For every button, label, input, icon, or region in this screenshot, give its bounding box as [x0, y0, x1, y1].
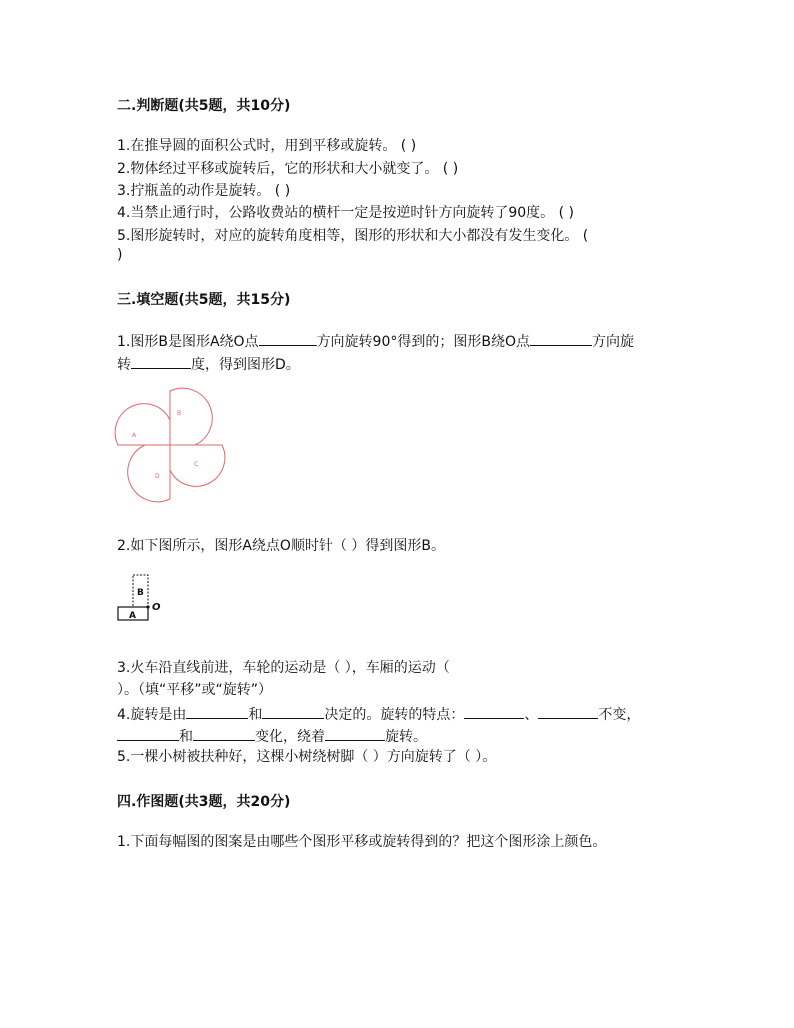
fill-q4-text-4: 、: [524, 707, 539, 723]
fill-question-4-cont: [117, 726, 427, 746]
judgement-question-5-cont: ): [117, 247, 123, 263]
answer-blank[interactable]: [530, 331, 592, 346]
fig1-label-a: A: [132, 432, 137, 439]
rotation-figure: [116, 572, 166, 624]
answer-blank[interactable]: [117, 726, 179, 741]
fill-question-3: 3.火车沿直线前进，车轮的运动是（ ），车厢的运动（: [117, 660, 450, 676]
judgement-question-2: 2.物体经过平移或旋转后，它的形状和大小就变了。 ( ): [117, 161, 459, 177]
fill-q4-text-2: 和: [248, 707, 263, 723]
judgement-question-4: 4.当禁止通行时，公路收费站的横杆一定是按逆时针方向旋转了90度。 ( ): [117, 205, 574, 221]
fig1-label-c: C: [194, 461, 199, 468]
fill-question-5: 5.一棵小树被扶种好，这棵小树绕树脚（ ）方向旋转了（ ）。: [117, 749, 497, 765]
fig2-label-o: O: [152, 602, 161, 613]
pinwheel-figure: [110, 385, 230, 510]
fill-question-1: [117, 331, 634, 351]
fill-question-2: 2.如下图所示，图形A绕点O顺时针（ ）得到图形B。: [117, 538, 446, 554]
answer-blank[interactable]: [186, 704, 248, 719]
fill-question-1-cont: [117, 354, 300, 374]
fill-question-4: [117, 704, 640, 724]
fill-q4-text-8: 旋转。: [385, 729, 427, 745]
answer-blank[interactable]: [193, 726, 255, 741]
answer-blank[interactable]: [464, 704, 524, 719]
section-heading-drawing: 四.作图题(共3题，共20分): [117, 794, 291, 810]
fill-q4-text-7: 变化，绕着: [255, 729, 325, 745]
section-heading-judgement: 二.判断题(共5题，共10分): [117, 98, 291, 114]
fill-question-3-cont: ）。（填“平移”或“旋转”）: [117, 682, 273, 698]
section-heading-fill-in: 三.填空题(共5题，共15分): [117, 292, 291, 308]
fig2-label-b: B: [137, 588, 144, 598]
fill-q4-text-5: 不变，: [598, 707, 641, 723]
answer-blank[interactable]: [325, 726, 385, 741]
fill-q1-text-2: 方向旋转90°得到的；图形B绕O点: [316, 334, 531, 350]
fig2-label-a: A: [129, 611, 136, 621]
judgement-question-5: 5.图形旋转时，对应的旋转角度相等，图形的形状和大小都没有发生变化。 (: [117, 228, 589, 244]
fill-q1-text-4: 转: [117, 357, 131, 373]
fill-q1-text-1: 1.图形B是图形A绕O点: [117, 334, 259, 350]
point-o: [146, 605, 149, 608]
answer-blank[interactable]: [131, 354, 191, 369]
judgement-question-3: 3.拧瓶盖的动作是旋转。 ( ): [117, 183, 291, 199]
semicircle-a: [115, 404, 170, 445]
fill-q1-text-5: 度，得到图形D。: [191, 357, 300, 373]
judgement-question-1: 1.在推导圆的面积公式时，用到平移或旋转。 ( ): [117, 138, 417, 154]
drawing-question-1: 1.下面每幅图的图案是由哪些个图形平移或旋转得到的？把这个图形涂上颜色。: [117, 834, 607, 850]
fill-q1-text-3: 方向旋: [592, 334, 635, 350]
fill-q4-text-1: 4.旋转是由: [117, 707, 187, 723]
answer-blank[interactable]: [259, 331, 317, 346]
fill-q4-text-6: 和: [179, 729, 193, 745]
answer-blank[interactable]: [262, 704, 324, 719]
fill-q4-text-3: 决定的。旋转的特点：: [324, 707, 465, 723]
fig1-label-b: B: [177, 410, 182, 417]
fig1-label-d: D: [155, 473, 160, 480]
semicircle-d: [128, 445, 170, 502]
answer-blank[interactable]: [538, 704, 598, 719]
